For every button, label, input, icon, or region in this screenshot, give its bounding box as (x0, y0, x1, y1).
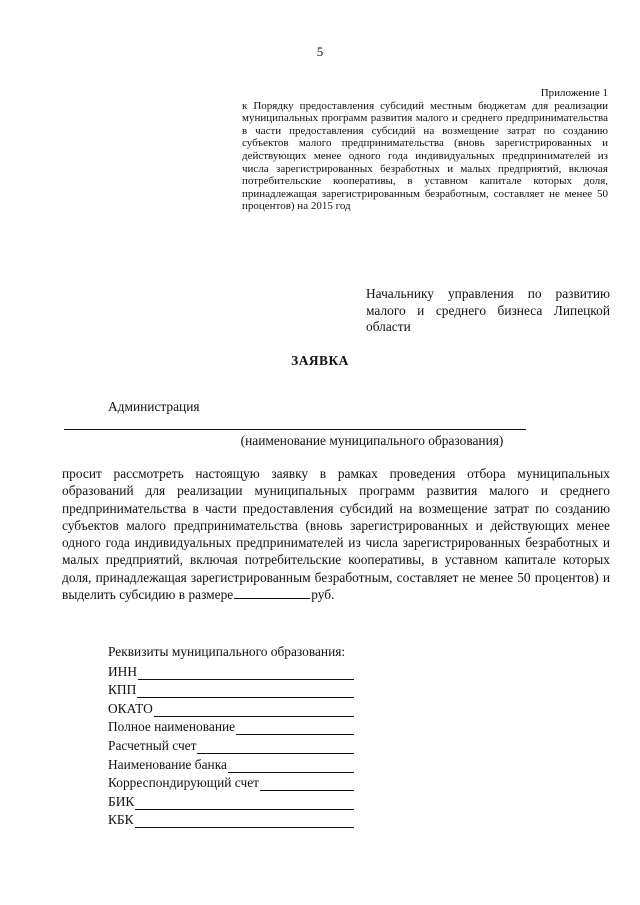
requisite-label: КБК (108, 812, 134, 828)
requisite-account (108, 735, 354, 754)
appendix-text: к Порядку предоставления субсидий местным бюджетам для реализации муниципальных программ развития малого и среднего предпринимательства в части предоставления субсидий на возмещение затрат по созданию субъектов малого предпринимательства (вновь зарегистрированных и действующих менее одного года индивидуальных предпринимателей из числа зарегистрированных безработных и малых предприятий, включая потребительские кооперативы, в уставном капитале которых доля, принадлежащая зарегистрированным безработным, составляет не менее 50 процентов) на 2015 год (242, 99, 608, 213)
requisite-blank (197, 742, 354, 754)
requisite-label: БИК (108, 793, 135, 809)
requisite-bik (108, 791, 354, 810)
requisite-blank (236, 723, 354, 735)
requisite-label: ИНН (108, 663, 138, 679)
administration-caption: (наименование муниципального образования) (240, 433, 504, 448)
requisite-blank (135, 816, 354, 828)
administration-name-line (64, 429, 526, 430)
requisite-bank-name (108, 754, 354, 773)
appendix-title: Приложение 1 (540, 87, 608, 99)
requisite-corr-account (108, 773, 354, 792)
requisite-label: Расчетный счет (108, 737, 197, 753)
requisite-blank (228, 761, 354, 773)
requisite-okato (108, 698, 354, 717)
subsidy-amount-blank (234, 587, 310, 599)
requisite-blank (137, 686, 354, 698)
requisite-blank (135, 798, 354, 810)
requisites-block (108, 643, 408, 828)
addressee: Начальнику управления по развитию малого и среднего бизнеса Липецкой области (366, 286, 610, 334)
requisite-blank (154, 705, 354, 717)
requisite-inn (108, 661, 354, 680)
requisite-full-name (108, 717, 354, 736)
appendix-block (242, 87, 608, 213)
document-title: ЗАЯВКА (291, 353, 349, 368)
requisite-kbk (108, 810, 354, 829)
requisite-blank (260, 779, 354, 791)
requisite-label: Корреспондирующий счет (108, 775, 259, 791)
requisite-kpp (108, 680, 354, 699)
requisite-label: Наименование банка (108, 756, 227, 772)
administration-label: Администрация (108, 399, 200, 414)
page-number: 5 (316, 44, 324, 59)
requisite-label: ОКАТО (108, 700, 153, 716)
requisite-label: Полное наименование (108, 719, 236, 735)
body-text-currency: руб. (311, 587, 335, 603)
application-body (62, 465, 610, 603)
requisite-blank (138, 668, 354, 680)
body-text-main: просит рассмотреть настоящую заявку в рамках проведения отбора муниципальных образований для реализации муниципальных программ развития малого и среднего предпринимательства в части предоставления субсидий на возмещение затрат по созданию субъектов малого предпринимательства (вновь зарегистрированных и действующих менее одного года индивидуальных предпринимателей из числа зарегистрированных безработных и малых предприятий, включая потребительские кооперативы, в уставном капитале которых доля, принадлежащая зарегистрированным безработным, составляет не менее 50 процентов) и выделить субсидию в размере (62, 466, 610, 603)
requisites-title: Реквизиты муниципального образования: (108, 644, 346, 659)
requisite-label: КПП (108, 682, 137, 698)
